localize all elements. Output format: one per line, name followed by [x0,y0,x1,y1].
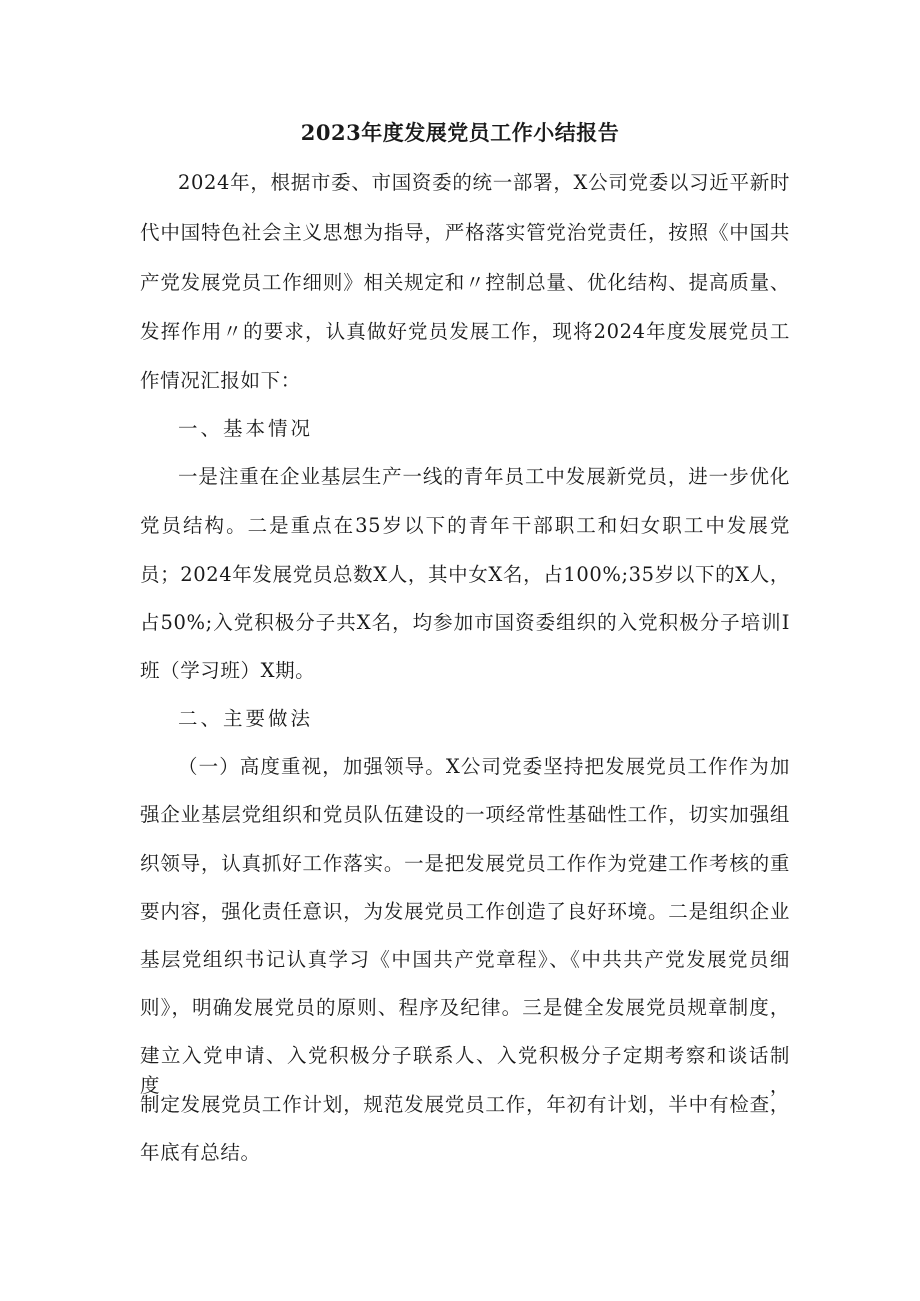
paragraph-line: 则》，明确发展党员的原则、程序及纪律。三是健全发展党员规章制度， [140,996,790,1019]
paragraph-line: 2024年，根据市委、市国资委的统一部署，X公司党委以习近平新时 [178,171,790,194]
paragraph-line: 织领导，认真抓好工作落实。一是把发展党员工作作为党建工作考核的重 [140,852,790,875]
section-heading: 二、主要做法 [178,707,314,730]
paragraph-line: 作情况汇报如下： [140,369,301,392]
document-title: 2023年度发展党员工作小结报告 [300,120,620,145]
section-heading: 一、基本情况 [178,417,314,440]
paragraph-line: 一是注重在企业基层生产一线的青年员工中发展新党员，进一步优化 [178,465,790,488]
paragraph-line: 建立入党申请、入党积极分子联系人、入党积极分子定期考察和谈话制度， [140,1044,790,1097]
paragraph-line: 年底有总结。 [140,1141,261,1164]
paragraph-line: （一）高度重视，加强领导。X公司党委坚持把发展党员工作作为加 [178,755,790,778]
paragraph-line: 占50%;入党积极分子共X名，均参加市国资委组织的入党积极分子培训I [140,611,790,634]
paragraph-line: 班（学习班）X期。 [140,659,316,682]
paragraph-line: 基层党组织书记认真学习《中国共产党章程》、《中共共产党发展党员细 [140,948,790,971]
paragraph-line: 员；2024年发展党员总数X人，其中女X名，占100%;35岁以下的X人， [140,563,790,586]
paragraph-line: 制定发展党员工作计划，规范发展党员工作，年初有计划，半中有检查， [140,1093,790,1116]
paragraph-line: 代中国特色社会主义思想为指导，严格落实管党治党责任，按照《中国共 [140,221,790,244]
paragraph-line: 发挥作用〃的要求，认真做好党员发展工作，现将2024年度发展党员工 [140,320,790,343]
paragraph-line: 产党发展党员工作细则》相关规定和〃控制总量、优化结构、提高质量、 [140,271,790,294]
paragraph-line: 强企业基层党组织和党员队伍建设的一项经常性基础性工作，切实加强组 [140,803,790,826]
paragraph-line: 要内容，强化责任意识，为发展党员工作创造了良好环境。二是组织企业 [140,900,790,923]
paragraph-line: 党员结构。二是重点在35岁以下的青年干部职工和妇女职工中发展党 [140,514,790,537]
